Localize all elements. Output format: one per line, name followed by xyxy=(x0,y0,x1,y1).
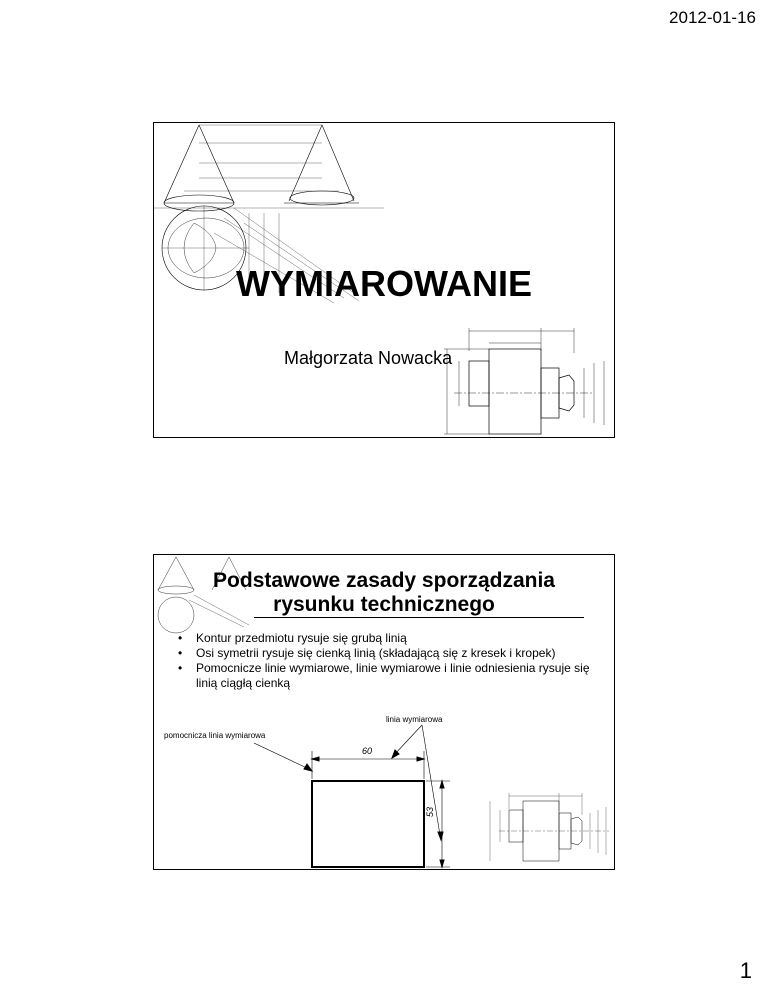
slide-title-text: WYMIAROWANIE xyxy=(236,263,532,304)
list-item: • Kontur przedmiotu rysuje się grubą linią xyxy=(168,631,608,646)
slide-title xyxy=(153,122,615,438)
slide-rules-title-line2: rysunku technicznego xyxy=(273,593,495,616)
title-underline xyxy=(254,617,584,618)
label-aux-dimension-line: pomocnicza linia wymiarowa xyxy=(164,731,266,740)
dimension-height: 53 xyxy=(425,806,435,817)
list-item: • Pomocnicze linie wymiarowe, linie wymiarowe i linie odniesienia rysuje się linią ciągłą cienką xyxy=(168,661,608,691)
slide-rules-title-line1: Podstawowe zasady sporządzania xyxy=(213,569,555,592)
label-dimension-line: linia wymiarowa xyxy=(386,715,443,724)
rules-list xyxy=(168,631,608,691)
header-date: 2012-01-16 xyxy=(669,8,756,27)
page-number: 1 xyxy=(739,958,752,983)
slide-rules-title xyxy=(184,569,584,617)
slide-rules xyxy=(153,554,615,870)
list-item: • Osi symetrii rysuje się cienką linią (składającą się z kresek i kropek) xyxy=(168,646,608,661)
author-name: Małgorzata Nowacka xyxy=(284,348,453,368)
dimension-width: 60 xyxy=(362,746,373,756)
